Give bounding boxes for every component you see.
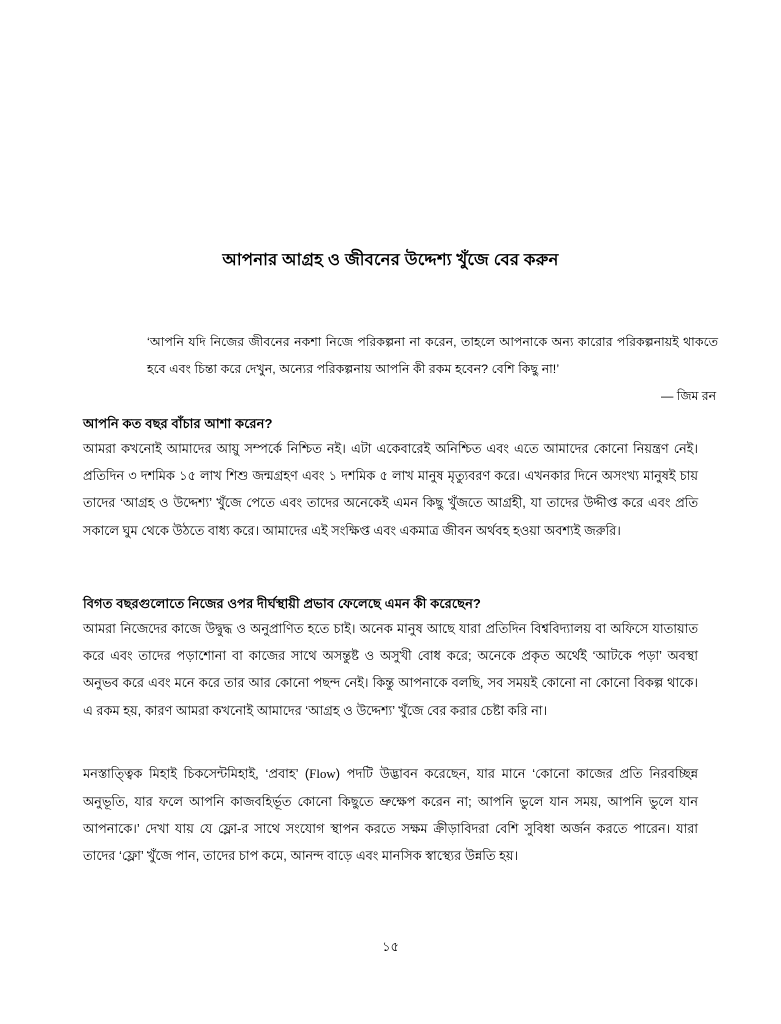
quote-text: ‘আপনি যদি নিজের জীবনের নকশা নিজে পরিকল্পনা না করেন, তাহলে আপনাকে অন্য কারোর পরিকল্পনায়ই থাকতে হবে এবং চিন্তা করে দেখুন, অন্যের পরিকল্পনায় আপনি কী রকম হবেন? বেশি কিছু না!’ [147, 335, 718, 377]
section-paragraph-1: আমরা কখনোই আমাদের আয়ু সম্পর্কে নিশ্চিত নই। এটা একেবারেই অনিশ্চিত এবং এতে আমাদের কোনো নিয়ন্ত্রণ নেই। প্রতিদিন ৩ দশমিক ১৫ লাখ শিশু জন্মগ্রহণ এবং ১ দশমিক ৫ লাখ মানুষ মৃত্যুবরণ করে। এখনকার দিনে অসংখ্য মানুষই চায় তাদের ‘আগ্রহ ও উদ্দেশ্য’ খুঁজে পেতে এবং তাদের অনেকেই এমন কিছু খুঁজতে আগ্রহী, যা তাদের উদ্দীপ্ত করে এবং প্রতি সকালে ঘুম থেকে উঠতে বাধ্য করে। আমাদের এই সংক্ষিপ্ত এবং একমাত্র জীবন অর্থবহ হওয়া অবশ্যই জরুরি। [83, 441, 698, 538]
section-paragraph-3 [83, 760, 698, 870]
section-heading-1: আপনি কত বছর বাঁচার আশা করেন? [83, 416, 273, 431]
section-life-expectancy [83, 414, 698, 544]
flow-paragraph-part-1: মনস্তাত্ত্বিক মিহাই চিকসেন্টমিহাই, ‘প্রবাহ’ ( [83, 766, 310, 781]
flow-term-latin: Flow [309, 767, 336, 781]
epigraph-quote-block [147, 329, 718, 409]
page-number: ১৫ [382, 939, 399, 954]
quote-attribution: — জিম রন [661, 389, 716, 404]
section-flow-concept [83, 760, 698, 870]
page-title: আপনার আগ্রহ ও জীবনের উদ্দেশ্য খুঁজে বের করুন [222, 251, 559, 269]
flow-paragraph-part-2: ) পদটি উদ্ভাবন করেছেন, যার মানে ‘কোনো কাজের প্রতি নিরবচ্ছিন্ন অনুভূতি, যার ফলে আপনি কাজবহির্ভূত কোনো কিছুতে ভ্রুক্ষেপ করেন না; আপনি ভুলে যান সময়, আপনি ভুলে যান আপনাকে।’ দেখা যায় যে ফ্লো-র সাথে সংযোগ স্থাপন করতে সক্ষম ক্রীড়াবিদরা বেশি সুবিধা অর্জন করতে পারেন। যারা তাদের ‘ফ্লো’ খুঁজে পান, তাদের চাপ কমে, আনন্দ বাড়ে এবং মানসিক স্বাস্থ্যের উন্নতি হয়। [83, 766, 698, 864]
section-heading-2: বিগত বছরগুলোতে নিজের ওপর দীর্ঘস্থায়ী প্রভাব ফেলেছে এমন কী করেছেন? [83, 596, 481, 611]
section-paragraph-2: আমরা নিজেদের কাজে উদ্বুদ্ধ ও অনুপ্রাণিত হতে চাই। অনেক মানুষ আছে যারা প্রতিদিন বিশ্ববিদ্যালয় বা অফিসে যাতায়াত করে এবং তাদের পড়াশোনা বা কাজের সাথে অসন্তুষ্ট ও অসুখী বোধ করে; অনেকে প্রকৃত অর্থেই ‘আটকে পড়া’ অবস্থা অনুভব করে এবং মনে করে তার আর কোনো পছন্দ নেই। কিন্তু আপনাকে বলছি, সব সময়ই কোনো না কোনো বিকল্প থাকে। এ রকম হয়, কারণ আমরা কখনোই আমাদের ‘আগ্রহ ও উদ্দেশ্য’ খুঁজে বের করার চেষ্টা করি না। [83, 621, 698, 718]
section-lasting-impact [83, 594, 698, 724]
